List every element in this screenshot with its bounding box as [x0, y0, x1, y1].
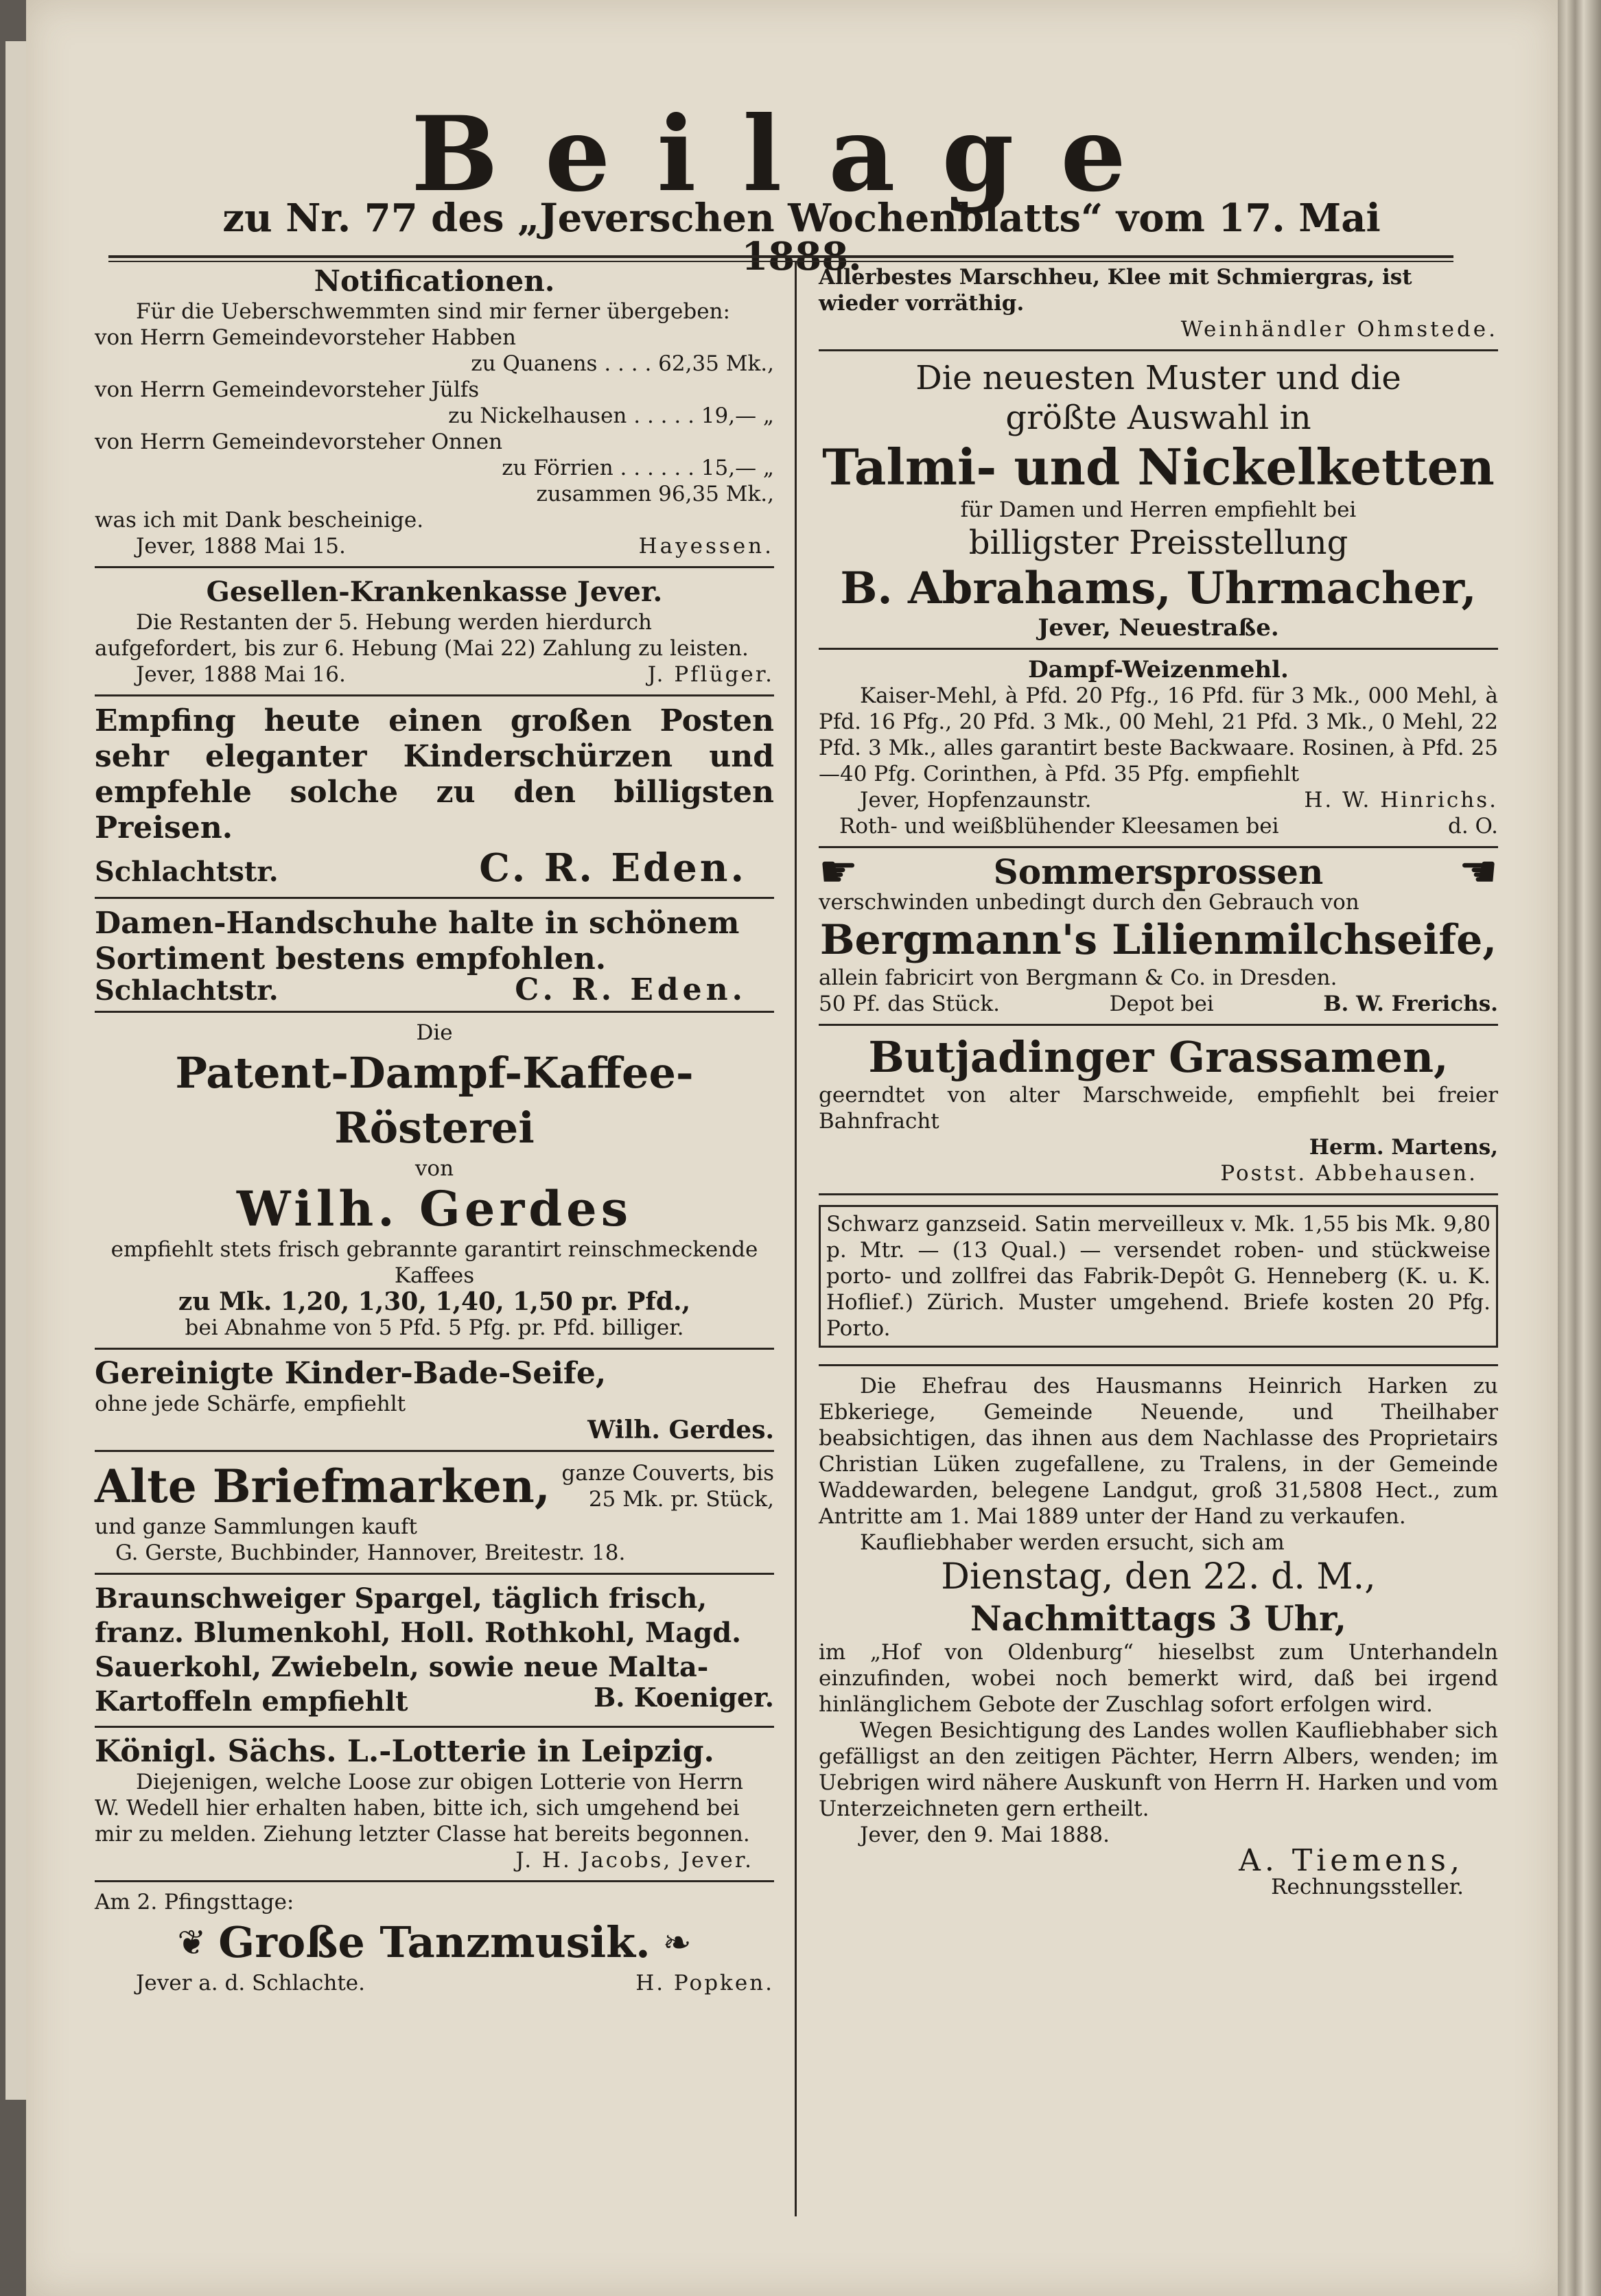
lotterie-text: Diejenigen, welche Loose zur obigen Lotterie von Herrn W. Wedell hier erhalten haben, bitte ich, sich umgehend bei mir zu melden. Ziehung letzter Classe hat bereits begonnen.	[95, 1770, 750, 1847]
place-date: Jever, den 9. Mai 1888.	[860, 1823, 1110, 1847]
spargel-ad	[95, 1582, 774, 1719]
signature: Wilh. Gerdes.	[587, 1416, 774, 1444]
book-spine	[0, 0, 26, 2296]
ad-separator	[95, 1726, 774, 1728]
marschheu-body: Allerbestes Marschheu, Klee mit Schmiergras, ist wieder vorräthig.	[819, 265, 1412, 316]
ad-separator	[95, 1348, 774, 1350]
signature-row	[95, 1970, 774, 1996]
ad-separator	[95, 897, 774, 899]
shop-name: C. R. Eden.	[479, 845, 747, 891]
column-divider	[795, 261, 797, 2216]
sommersprossen-line: allein fabricirt von Bergmann & Co. in Dresden.	[819, 965, 1337, 990]
kleesamen-text: Roth- und weißblühender Kleesamen bei	[839, 814, 1279, 839]
kaffee-ad	[95, 1020, 774, 1341]
kaffee-line: empfiehlt stets frisch gebrannte garantirt reinschmeckende	[110, 1237, 758, 1262]
kleesamen-row	[819, 813, 1498, 839]
ornament-icon: ❦	[177, 1923, 207, 1963]
ad-separator	[95, 1450, 774, 1452]
tanz-date: Am 2. Pfingsttage:	[95, 1890, 294, 1914]
donation-line: von Herrn Gemeindevorsteher Onnen	[95, 430, 503, 454]
tanz-title-row	[95, 1915, 774, 1970]
gesellen-heading: Gesellen-Krankenkasse Jever.	[206, 576, 663, 608]
previous-page-edge	[5, 41, 26, 2100]
book-page-edges	[1558, 0, 1601, 2296]
pointing-hand-right-icon: ☛	[819, 847, 858, 898]
sommersprossen-ad	[819, 847, 1498, 1017]
briefmarken-head	[95, 1459, 774, 1514]
ad-separator	[95, 1011, 774, 1013]
notification-ad	[95, 264, 774, 559]
marschheu-text	[819, 264, 1498, 316]
signature-row	[95, 972, 774, 1007]
signature-place: Postst. Abbehausen.	[1220, 1161, 1477, 1186]
ketten-title: Talmi- und Nickelketten	[822, 438, 1495, 496]
ad-separator	[95, 566, 774, 568]
donation-line: von Herrn Gemeindevorsteher Jülfs	[95, 377, 480, 402]
price: 50 Pf. das Stück.	[819, 992, 1000, 1016]
right-column	[819, 264, 1498, 1900]
grassamen-text: geerndtet von alter Marschweide, empfiehlt bei freier Bahnfracht	[819, 1083, 1498, 1134]
header-rule-thin	[108, 261, 1453, 262]
notification-intro: Für die Ueberschwemmten sind mir ferner übergeben:	[136, 299, 730, 324]
depot: Depot bei	[1109, 992, 1214, 1016]
ad-separator	[819, 1364, 1498, 1366]
donation-total: zusammen 96,35 Mk.,	[536, 482, 774, 506]
badeseife-title: Gereinigte Kinder-Bade-Seife,	[95, 1356, 607, 1391]
handschuhe-text: Damen-Handschuhe halte in schönem Sortiment bestens empfohlen.	[95, 906, 740, 976]
kaffee-prices: zu Mk. 1,20, 1,30, 1,40, 1,50 pr. Pfd.,	[178, 1287, 691, 1316]
signature: B. W. Frerichs.	[1323, 992, 1498, 1016]
marschheu-ad	[819, 264, 1498, 342]
pointing-hand-left-icon: ☚	[1458, 847, 1498, 898]
ad-separator	[95, 694, 774, 696]
signature: B. Koeniger.	[594, 1682, 774, 1713]
gesellen-text: Die Restanten der 5. Hebung werden hierdurch aufgefordert, bis zur 6. Hebung (Mai 22) Zahlung zu leisten.	[95, 610, 749, 661]
street: Schlachtstr.	[95, 974, 279, 1007]
donation-amount: zu Quanens . . . . 62,35 Mk.,	[471, 351, 774, 376]
signature-row	[95, 846, 774, 890]
signature: Herm. Martens,	[1309, 1135, 1498, 1160]
lotterie-title: Königl. Sächs. L.-Lotterie in Leipzig.	[95, 1734, 714, 1769]
landgut-para: Die Ehefrau des Hausmanns Heinrich Harken zu Ebkeriege, Gemeinde Neuende, und Theilhaber beabsichtigen, das ihnen aus dem Nachlasse des Proprietairs Christian Lüken zugefallene, zu Tralens, in der Gemeinde Waddewarden, belegene Landgut, groß 31,5808 Hect., zum Antritte am 1. Mai 1889 unter der Hand zu verkaufen.	[819, 1374, 1498, 1529]
ketten-line: größte Auswahl in	[1005, 399, 1311, 437]
sommersprossen-title: Sommersprossen	[993, 852, 1324, 892]
landgut-para: Kaufliebhaber werden ersucht, sich am	[860, 1530, 1285, 1555]
donation-amount: zu Nickelhausen . . . . . 19,— „	[448, 403, 774, 428]
briefmarken-line: und ganze Sammlungen kauft	[95, 1514, 417, 1539]
gesellen-ad	[95, 575, 774, 688]
donation-line: von Herrn Gemeindevorsteher Habben	[95, 325, 516, 350]
kinderschuerzen-text: Empfing heute einen großen Posten sehr eleganter Kinderschürzen und empfehle solche zu den billigsten Preisen.	[95, 703, 774, 845]
ad-separator	[819, 1024, 1498, 1026]
landgut-ad	[819, 1373, 1498, 1900]
ad-separator	[819, 648, 1498, 650]
street: Schlachtstr.	[95, 856, 279, 888]
signature: J. H. Jacobs, Jever.	[515, 1848, 753, 1873]
signature-row	[819, 787, 1498, 813]
grassamen-title: Butjadinger Grassamen,	[868, 1032, 1449, 1082]
signature: H. W. Hinrichs.	[1304, 788, 1498, 812]
landgut-para: Wegen Besichtigung des Landes wollen Kaufliebhaber sich gefälligst an den zeitigen Pächter, Herrn Albers, wenden; im Uebrigen wird nähere Auskunft von Herrn H. Harken und vom Unterzeichneten gern ertheilt.	[819, 1718, 1498, 1821]
place-date: Jever, 1888 Mai 15.	[136, 534, 346, 559]
seide-ad	[819, 1205, 1498, 1348]
ketten-shop: B. Abrahams, Uhrmacher,	[840, 563, 1477, 614]
briefmarken-address: G. Gerste, Buchbinder, Hannover, Breitestr. 18.	[115, 1541, 626, 1565]
signature: A. Tiemens,	[1239, 1843, 1464, 1878]
ad-separator	[819, 846, 1498, 848]
ketten-address: Jever, Neuestraße.	[1038, 614, 1279, 642]
tanz-place: Jever a. d. Schlachte.	[136, 1971, 365, 1995]
ad-separator	[95, 1880, 774, 1882]
ketten-line: Die neuesten Muster und die	[915, 359, 1401, 397]
signature-role: Rechnungssteller.	[1271, 1875, 1464, 1899]
badeseife-ad	[95, 1357, 774, 1443]
weizenmehl-ad	[819, 657, 1498, 839]
weizenmehl-title: Dampf-Weizenmehl.	[1028, 656, 1289, 683]
notification-heading: Notificationen.	[314, 264, 555, 298]
signature-row	[819, 991, 1498, 1017]
newspaper-page	[26, 0, 1558, 2296]
landgut-day: Dienstag, den 22. d. M.,	[941, 1556, 1376, 1597]
header-rule	[108, 255, 1453, 258]
signature-row	[95, 533, 774, 559]
lotterie-ad	[95, 1735, 774, 1873]
donation-amount: zu Förrien . . . . . . 15,— „	[502, 456, 774, 480]
signature: J. Pflüger.	[647, 662, 774, 687]
kaffee-die: Die	[416, 1020, 453, 1045]
seide-text: Schwarz ganzseid. Satin merveilleux v. Mk. 1,55 bis Mk. 9,80 p. Mtr. — (13 Qual.) — versendet roben- und stückweise porto- und zollfrei das Fabrik-Depôt G. Henneberg (K. u. K. Hoflief.) Zürich. Muster umgehend. Briefe kosten 20 Pfg. Porto.	[826, 1212, 1491, 1341]
landgut-time: Nachmittags 3 Uhr,	[970, 1598, 1347, 1639]
kinderschuerzen-ad	[95, 703, 774, 890]
signature: H. Popken.	[635, 1971, 774, 1995]
weizenmehl-text: Kaiser-Mehl, à Pfd. 20 Pfg., 16 Pfd. für 3 Mk., 000 Mehl, à Pfd. 16 Pfg., 20 Pfd. 3 Mk., 00 Mehl, 21 Pfd. 3 Mk., 0 Mehl, 22 Pfd. 3 Mk., alles garantirt beste Backwaare. Rosinen, à Pfd. 25—40 Pfg. Corinthen, à Pfd. 35 Pfg. empfiehlt	[819, 683, 1498, 786]
briefmarken-side	[561, 1460, 774, 1512]
briefmarken-ad	[95, 1459, 774, 1566]
kaffee-line: Kaffees	[394, 1263, 475, 1288]
page-subtitle: zu Nr. 77 des „Jeverschen Wochenblatts“ vom 17. Mai 1888.	[222, 196, 1381, 279]
signature: Weinhändler Ohmstede.	[1180, 317, 1498, 342]
signature: Hayessen.	[638, 534, 774, 559]
badeseife-text: ohne jede Schärfe, empfiehlt	[95, 1392, 406, 1416]
briefmarken-side-line: ganze Couverts, bis	[561, 1461, 774, 1486]
kaffee-owner: Wilh. Gerdes	[236, 1180, 633, 1237]
kaffee-title: Patent-Dampf-Kaffee-Rösterei	[175, 1048, 694, 1153]
ornament-icon: ❧	[662, 1923, 692, 1963]
signature-row	[95, 661, 774, 688]
thanks-text: was ich mit Dank bescheinige.	[95, 508, 424, 532]
spargel-text: Braunschweiger Spargel, täglich frisch, franz. Blumenkohl, Holl. Rothkohl, Magd. Sauerkohl, Zwiebeln, sowie neue Malta-Kartoffeln empfiehlt	[95, 1582, 742, 1718]
place-date: Jever, 1888 Mai 16.	[136, 662, 346, 687]
briefmarken-side-line: 25 Mk. pr. Stück,	[588, 1487, 774, 1512]
ad-separator	[819, 349, 1498, 351]
place: Jever, Hopfenzaunstr.	[860, 788, 1092, 812]
shop-name: C. R. Eden.	[515, 972, 747, 1007]
handschuhe-ad	[95, 906, 774, 1007]
page-title: Beilage	[411, 94, 1173, 215]
landgut-para: im „Hof von Oldenburg“ hieselbst zum Unterhandeln einzufinden, wobei noch bemerkt wird, daß bei irgend hinlänglichem Gebote der Zuschlag sofort erfolgen wird.	[819, 1640, 1498, 1717]
grassamen-ad	[819, 1033, 1498, 1186]
ketten-line: billigster Preisstellung	[968, 524, 1348, 562]
tanzmusik-ad	[95, 1889, 774, 1996]
sommersprossen-line: verschwinden unbedingt durch den Gebrauch von	[819, 890, 1359, 915]
ketten-ad	[819, 358, 1498, 641]
kaffee-line: bei Abnahme von 5 Pfd. 5 Pfg. pr. Pfd. billiger.	[185, 1315, 684, 1340]
ketten-line: für Damen und Herren empfiehlt bei	[960, 497, 1357, 522]
ad-separator	[819, 1193, 1498, 1195]
tanz-title: Große Tanzmusik.	[218, 1917, 651, 1967]
ad-separator	[95, 1573, 774, 1575]
sommersprossen-head	[819, 847, 1498, 898]
product-name: Bergmann's Lilienmilchseife,	[819, 916, 1497, 964]
briefmarken-title: Alte Briefmarken,	[95, 1460, 550, 1513]
kaffee-von: von	[414, 1156, 454, 1181]
left-column	[95, 264, 774, 1996]
signature: d. O.	[1447, 814, 1498, 839]
